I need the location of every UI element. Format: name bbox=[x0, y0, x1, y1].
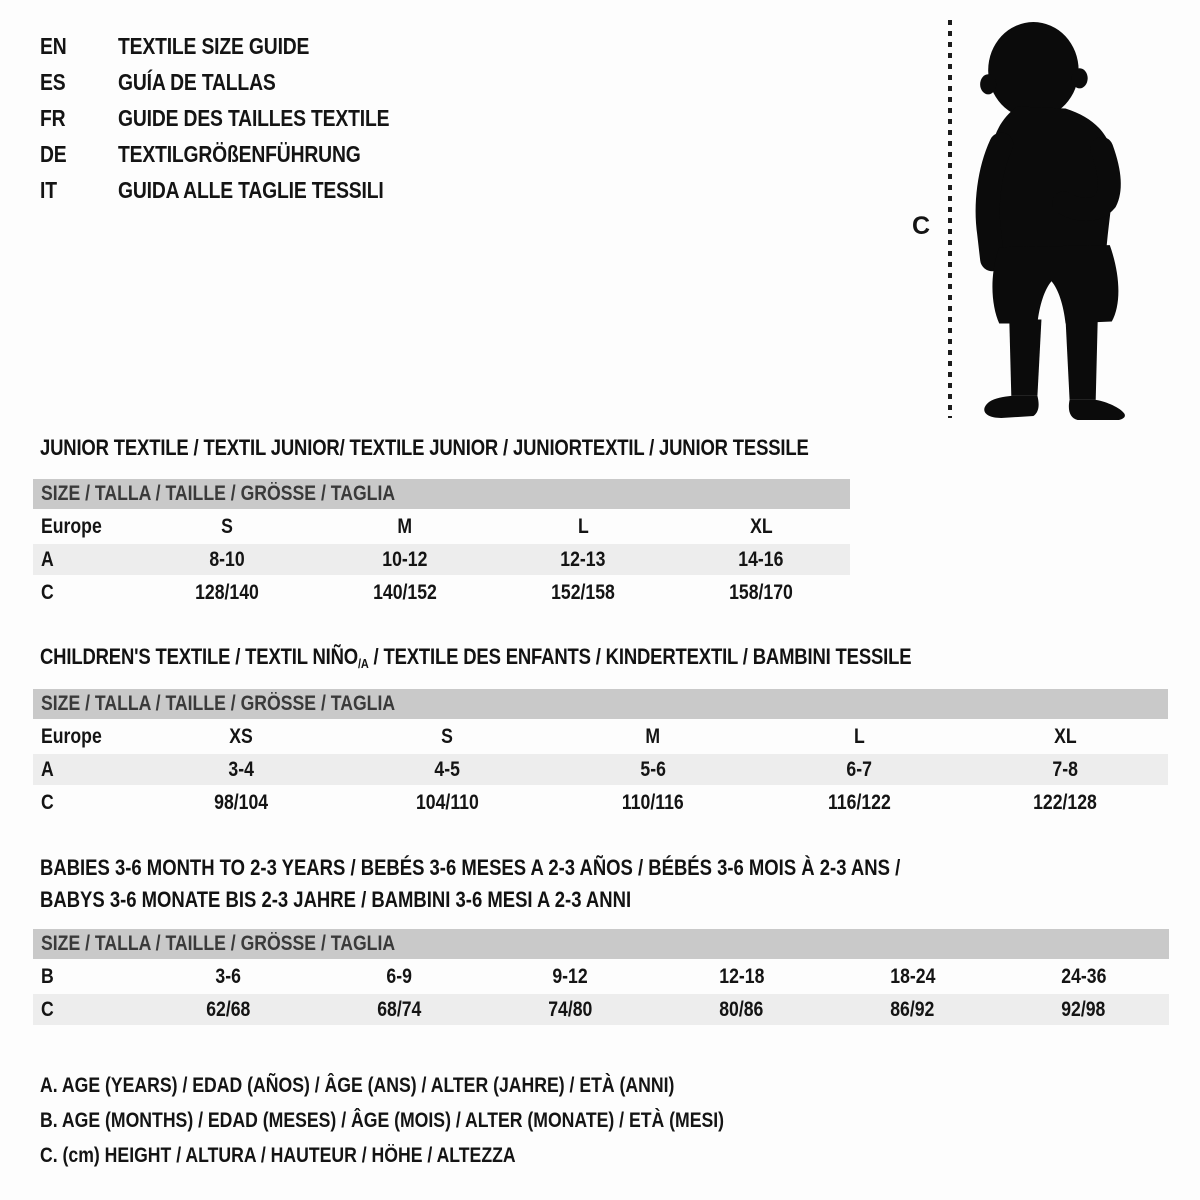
size-column: XS bbox=[229, 724, 253, 748]
babies-months-row bbox=[33, 961, 1169, 992]
table-cell: 122/128 bbox=[1033, 790, 1097, 814]
guide-title-fr: GUIDE DES TAILLES TEXTILE bbox=[118, 104, 390, 131]
size-header-label: SIZE / TALLA / TAILLE / GRÖSSE / TAGLIA bbox=[41, 932, 396, 955]
legend-line-a bbox=[40, 1068, 854, 1103]
size-column: XL bbox=[749, 514, 773, 538]
junior-section-title-text: JUNIOR TEXTILE / TEXTIL JUNIOR/ TEXTILE JUNIOR / JUNIORTEXTIL / JUNIOR TESSILE bbox=[40, 435, 809, 460]
language-title-list bbox=[40, 28, 441, 208]
junior-height-row bbox=[33, 577, 850, 608]
table-cell: 128/140 bbox=[195, 580, 259, 604]
height-figure bbox=[898, 14, 1158, 424]
table-cell: 158/170 bbox=[729, 580, 793, 604]
table-cell: 3-4 bbox=[228, 757, 254, 781]
babies-size-header-bar bbox=[33, 929, 1169, 959]
table-cell: 3-6 bbox=[215, 964, 242, 988]
children-age-row bbox=[33, 754, 1168, 785]
legend-line-b bbox=[40, 1103, 854, 1138]
language-row-de bbox=[40, 136, 441, 172]
table-cell: 104/110 bbox=[415, 790, 479, 814]
language-row-fr bbox=[40, 100, 441, 136]
size-column: S bbox=[441, 724, 453, 748]
junior-section-title bbox=[40, 435, 955, 461]
babies-title-line2: BABYS 3-6 MONATE BIS 2-3 JAHRE / BAMBINI 3-6 MESI A 2-3 ANNI bbox=[40, 887, 632, 912]
size-header-label: SIZE / TALLA / TAILLE / GRÖSSE / TAGLIA bbox=[41, 692, 396, 715]
junior-size-table bbox=[33, 479, 850, 608]
table-cell: 86/92 bbox=[890, 997, 935, 1021]
language-code: IT bbox=[40, 176, 57, 203]
children-title-subscript: /A bbox=[357, 656, 369, 671]
language-row-it bbox=[40, 172, 441, 208]
table-cell: 7-8 bbox=[1052, 757, 1078, 781]
size-column: M bbox=[645, 724, 661, 748]
table-cell: 24-36 bbox=[1060, 964, 1107, 988]
table-cell: 74/80 bbox=[548, 997, 593, 1021]
babies-size-table bbox=[33, 929, 1169, 1025]
table-cell: 9-12 bbox=[552, 964, 589, 988]
measure-label-c: C bbox=[912, 212, 931, 240]
babies-section-title bbox=[40, 852, 1064, 916]
table-cell: 80/86 bbox=[719, 997, 764, 1021]
row-label: A bbox=[41, 547, 54, 571]
children-section-title bbox=[40, 644, 1077, 671]
size-column: XL bbox=[1053, 724, 1077, 748]
table-cell: 6-9 bbox=[386, 964, 413, 988]
language-code: ES bbox=[40, 68, 66, 95]
row-label: A bbox=[41, 757, 54, 781]
table-cell: 4-5 bbox=[434, 757, 460, 781]
children-columns-row bbox=[33, 721, 1168, 752]
guide-title-en: TEXTILE SIZE GUIDE bbox=[118, 32, 310, 59]
legend-text-b: B. AGE (MONTHS) / EDAD (MESES) / ÂGE (MOIS) / ALTER (MONATE) / ETÀ (MESI) bbox=[40, 1108, 725, 1132]
legend-text-a: A. AGE (YEARS) / EDAD (AÑOS) / ÂGE (ANS) / ALTER (JAHRE) / ETÀ (ANNI) bbox=[40, 1073, 675, 1097]
children-title-before: CHILDREN'S TEXTILE / TEXTIL NIÑO bbox=[40, 644, 358, 669]
legend-line-c bbox=[40, 1138, 854, 1173]
junior-age-row bbox=[33, 544, 850, 575]
table-cell: 6-7 bbox=[846, 757, 872, 781]
language-code: FR bbox=[40, 104, 66, 131]
table-cell: 68/74 bbox=[377, 997, 422, 1021]
guide-title-de: TEXTILGRÖßENFÜHRUNG bbox=[118, 140, 361, 167]
table-cell: 12-13 bbox=[560, 547, 606, 571]
babies-height-row bbox=[33, 994, 1169, 1025]
height-measure-line bbox=[948, 20, 952, 418]
size-column: L bbox=[853, 724, 865, 748]
size-header-label: SIZE / TALLA / TAILLE / GRÖSSE / TAGLIA bbox=[41, 482, 396, 505]
toddler-silhouette-icon bbox=[964, 18, 1142, 420]
region-label: Europe bbox=[41, 514, 102, 538]
language-row-es bbox=[40, 64, 441, 100]
language-code: EN bbox=[40, 32, 67, 59]
children-height-row bbox=[33, 787, 1168, 818]
children-size-table bbox=[33, 689, 1168, 818]
size-column: L bbox=[577, 514, 589, 538]
row-label: C bbox=[41, 997, 54, 1021]
children-size-header-bar bbox=[33, 689, 1168, 719]
size-column: M bbox=[397, 514, 413, 538]
table-cell: 110/116 bbox=[622, 790, 684, 814]
table-cell: 12-18 bbox=[718, 964, 765, 988]
table-cell: 62/68 bbox=[206, 997, 251, 1021]
measure-legend bbox=[40, 1068, 854, 1173]
table-cell: 92/98 bbox=[1061, 997, 1106, 1021]
row-label: C bbox=[41, 790, 54, 814]
language-row-en bbox=[40, 28, 441, 64]
children-section-title-text bbox=[40, 644, 911, 671]
babies-title-line1: BABIES 3-6 MONTH TO 2-3 YEARS / BEBÉS 3-6 MESES A 2-3 AÑOS / BÉBÉS 3-6 MOIS À 2-3 ANS / bbox=[40, 855, 901, 880]
table-cell: 116/122 bbox=[827, 790, 891, 814]
size-column: S bbox=[221, 514, 233, 538]
table-cell: 98/104 bbox=[214, 790, 268, 814]
table-cell: 5-6 bbox=[640, 757, 666, 781]
row-label: B bbox=[41, 964, 54, 988]
region-label: Europe bbox=[41, 724, 102, 748]
guide-title-it: GUIDA ALLE TAGLIE TESSILI bbox=[118, 176, 384, 203]
legend-text-c: C. (cm) HEIGHT / ALTURA / HAUTEUR / HÖHE / ALTEZZA bbox=[40, 1143, 516, 1167]
table-cell: 18-24 bbox=[889, 964, 936, 988]
guide-title-es: GUÍA DE TALLAS bbox=[118, 68, 276, 95]
table-cell: 152/158 bbox=[551, 580, 615, 604]
junior-size-header-bar bbox=[33, 479, 850, 509]
row-label: C bbox=[41, 580, 54, 604]
table-cell: 10-12 bbox=[382, 547, 428, 571]
children-title-after: / TEXTILE DES ENFANTS / KINDERTEXTIL / BAMBINI TESSILE bbox=[368, 644, 912, 669]
language-code: DE bbox=[40, 140, 67, 167]
table-cell: 14-16 bbox=[738, 547, 784, 571]
junior-columns-row bbox=[33, 511, 850, 542]
table-cell: 140/152 bbox=[373, 580, 437, 604]
table-cell: 8-10 bbox=[209, 547, 245, 571]
